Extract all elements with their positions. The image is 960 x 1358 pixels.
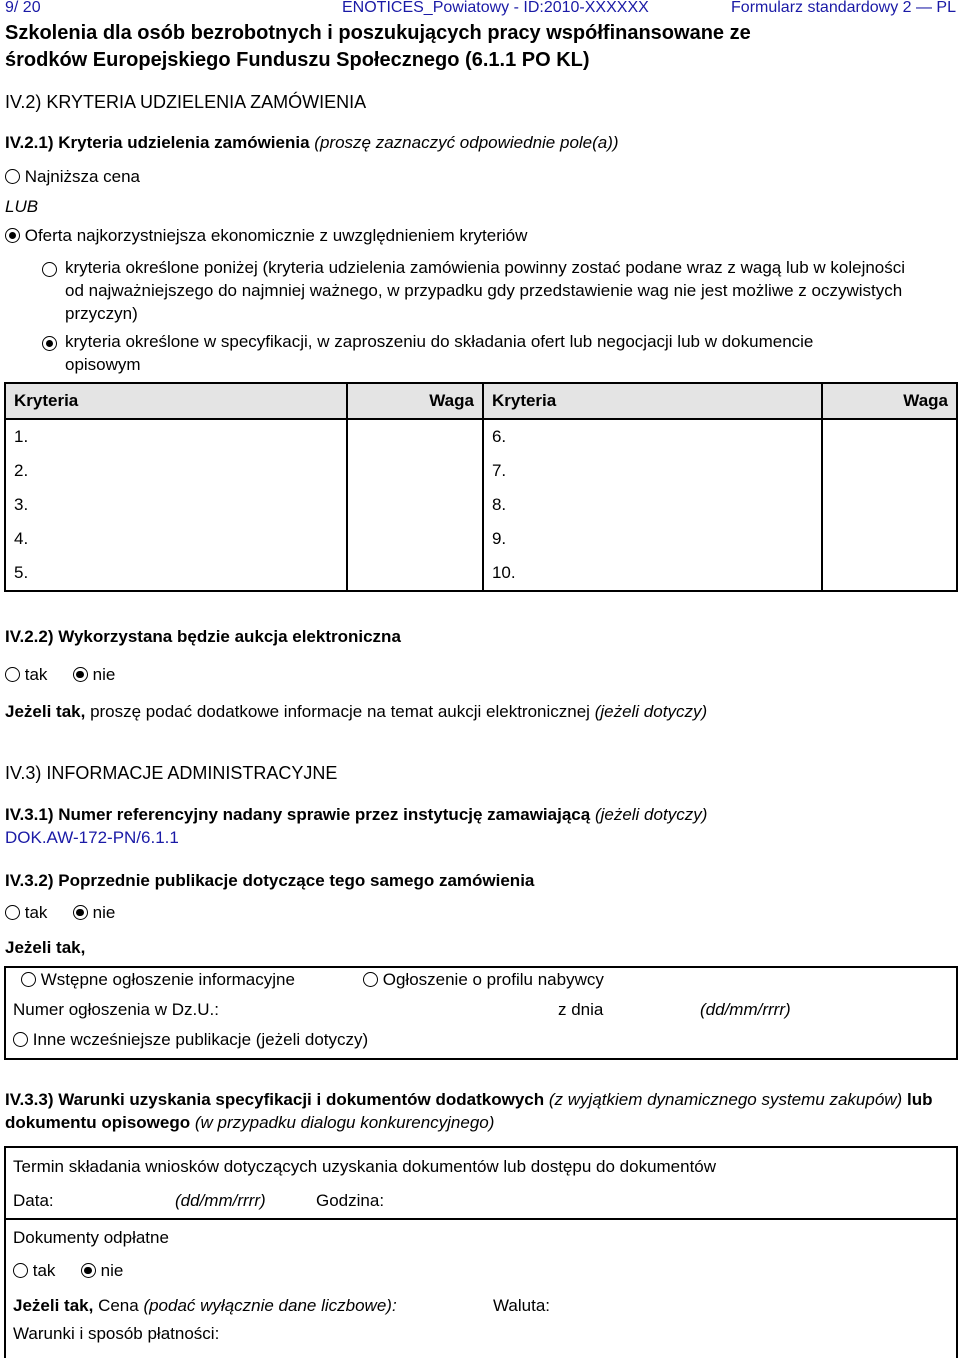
section-heading-iv2: IV.2) KRYTERIA UDZIELENIA ZAMÓWIENIA	[5, 92, 367, 112]
title-line-1: Szkolenia dla osób bezrobotnych i poszukujących pracy współfinansowane ze	[5, 22, 751, 44]
deadline-date-format: (dd/mm/rrrr)	[175, 1191, 266, 1210]
price-note: (podać wyłącznie dane liczbowe):	[143, 1296, 397, 1315]
auction-note-text: proszę podać dodatkowe informacje na temat aukcji elektronicznej	[90, 702, 590, 721]
auction-options	[5, 665, 115, 685]
table-row	[5, 522, 957, 556]
price-row	[13, 1296, 397, 1316]
deadline-box	[4, 1146, 958, 1220]
col-criteria-2: Kryteria	[483, 383, 822, 419]
page-number: 9/ 20	[5, 0, 41, 16]
weight-cell	[347, 522, 483, 556]
criteria-table	[4, 382, 958, 592]
table-header-row	[5, 383, 957, 419]
form-name: Formularz standardowy 2 — PL	[731, 0, 956, 16]
label-paid-yes: tak	[32, 1261, 56, 1280]
auction-note-if: Jeżeli tak,	[5, 702, 86, 721]
criteria-heading-bold: IV.2.1) Kryteria udzielenia zamówienia	[5, 133, 310, 152]
criteria-cell: 9.	[483, 522, 822, 556]
radio-criteria-below[interactable]	[42, 262, 57, 277]
radio-other-prior[interactable]	[13, 1032, 28, 1047]
radio-criteria-spec[interactable]	[42, 336, 57, 351]
label-auction-yes: tak	[24, 665, 48, 684]
reference-heading-bold: IV.3.1) Numer referencyjny nadany sprawie przez instytucję zamawiającą	[5, 805, 591, 824]
criteria-cell: 3.	[5, 488, 347, 522]
or-label: LUB	[5, 197, 39, 216]
criteria-heading	[5, 133, 619, 153]
label-best-offer: Oferta najkorzystniejsza ekonomicznie z uwzględnieniem kryteriów	[24, 226, 528, 245]
criteria-cell: 10.	[483, 556, 822, 591]
criteria-cell: 1.	[5, 419, 347, 454]
radio-lowest-price[interactable]	[5, 169, 20, 184]
deadline-time-label: Godzina:	[316, 1191, 385, 1210]
criteria-cell: 6.	[483, 419, 822, 454]
radio-buyer-profile[interactable]	[363, 972, 378, 987]
previous-if-yes: Jeżeli tak,	[5, 938, 86, 957]
criteria-cell: 7.	[483, 454, 822, 488]
conditions-heading-bold2: lub dokumentu opisowego	[5, 1090, 933, 1132]
currency-label: Waluta:	[493, 1296, 551, 1315]
paid-documents-options	[13, 1261, 123, 1281]
section-heading-iv3: IV.3) INFORMACJE ADMINISTRACYJNE	[5, 763, 338, 783]
conditions-heading-note1: (z wyjątkiem dynamicznego systemu zakupów)	[548, 1090, 903, 1109]
weight-cell	[822, 419, 957, 454]
notice-id: ENOTICES_Powiatowy - ID:2010-XXXXXX	[342, 0, 649, 16]
option-best-offer[interactable]	[5, 226, 527, 246]
reference-heading	[5, 805, 707, 825]
deadline-label: Termin składania wniosków dotyczących uzyskania dokumentów lub dostępu do dokumentów	[13, 1157, 717, 1176]
label-prior-info: Wstępne ogłoszenie informacyjne	[40, 970, 295, 989]
criteria-cell: 8.	[483, 488, 822, 522]
weight-cell	[822, 488, 957, 522]
radio-paid-no[interactable]	[81, 1263, 96, 1278]
radio-auction-yes[interactable]	[5, 667, 20, 682]
paid-documents-box	[4, 1218, 958, 1358]
conditions-heading-note2: (w przypadku dialogu konkurencyjnego)	[194, 1113, 495, 1132]
title-line-2: środków Europejskiego Funduszu Społecznego (6.1.1 PO KL)	[5, 49, 590, 71]
reference-number: DOK.AW-172-PN/6.1.1	[5, 828, 179, 847]
payment-terms-label: Warunki i sposób płatności:	[13, 1324, 220, 1343]
label-auction-no: nie	[92, 665, 116, 684]
criteria-cell: 4.	[5, 522, 347, 556]
criteria-cell: 5.	[5, 556, 347, 591]
label-criteria-below: kryteria określone poniżej (kryteria udzielenia zamówienia powinny zostać podane wraz z wagą lub w kolejności od najważniejszego do najmniej ważnego, w przypadku gdy przedstawienie wag nie jest możliwe z oczywistych przyczyn)	[65, 258, 906, 323]
auction-note	[5, 702, 707, 722]
col-criteria-1: Kryteria	[5, 383, 347, 419]
weight-cell	[822, 556, 957, 591]
table-row	[5, 556, 957, 591]
col-weight-2: Waga	[822, 383, 957, 419]
table-row	[5, 488, 957, 522]
label-other-prior: Inne wcześniejsze publikacje (jeżeli dotyczy)	[32, 1030, 369, 1049]
label-criteria-spec: kryteria określone w specyfikacji, w zaproszeniu do składania ofert lub negocjacji lub w dokumencie opisowym	[65, 332, 814, 374]
weight-cell	[347, 419, 483, 454]
table-row	[5, 419, 957, 454]
weight-cell	[347, 454, 483, 488]
option-other-prior[interactable]	[13, 1030, 368, 1050]
reference-heading-note: (jeżeli dotyczy)	[594, 805, 708, 824]
weight-cell	[347, 556, 483, 591]
table-row	[5, 454, 957, 488]
option-lowest-price[interactable]	[5, 167, 140, 187]
weight-cell	[347, 488, 483, 522]
deadline-date-label: Data:	[13, 1191, 54, 1210]
previous-publications-box	[4, 966, 958, 1060]
notice-date-format: (dd/mm/rrrr)	[700, 1000, 791, 1019]
criteria-cell: 2.	[5, 454, 347, 488]
option-prior-info[interactable]	[21, 970, 295, 990]
paid-documents-label: Dokumenty odpłatne	[13, 1228, 169, 1247]
conditions-heading-bold: IV.3.3) Warunki uzyskania specyfikacji i dokumentów dodatkowych	[5, 1090, 545, 1109]
notice-number-label: Numer ogłoszenia w Dz.U.:	[13, 1000, 219, 1019]
label-buyer-profile: Ogłoszenie o profilu nabywcy	[382, 970, 604, 989]
price-if-yes: Jeżeli tak,	[13, 1296, 94, 1315]
label-paid-no: nie	[100, 1261, 124, 1280]
conditions-heading	[5, 1088, 950, 1134]
auction-heading: IV.2.2) Wykorzystana będzie aukcja elektroniczna	[5, 627, 401, 646]
label-previous-no: nie	[92, 903, 116, 922]
radio-paid-yes[interactable]	[13, 1263, 28, 1278]
previous-publications-heading: IV.3.2) Poprzednie publikacje dotyczące tego samego zamówienia	[5, 871, 535, 890]
label-previous-yes: tak	[24, 903, 48, 922]
previous-publications-options	[5, 903, 115, 923]
radio-prior-info[interactable]	[21, 972, 36, 987]
label-lowest-price: Najniższa cena	[24, 167, 141, 186]
notice-date-label: z dnia	[558, 1000, 604, 1019]
auction-note-applicable: (jeżeli dotyczy)	[594, 702, 708, 721]
radio-previous-yes[interactable]	[5, 905, 20, 920]
radio-previous-no[interactable]	[73, 905, 88, 920]
option-buyer-profile[interactable]	[363, 970, 604, 990]
radio-best-offer[interactable]	[5, 228, 20, 243]
weight-cell	[822, 522, 957, 556]
col-weight-1: Waga	[347, 383, 483, 419]
criteria-heading-note: (proszę zaznaczyć odpowiednie pole(a))	[314, 133, 619, 152]
weight-cell	[822, 454, 957, 488]
price-label: Cena	[98, 1296, 139, 1315]
radio-auction-no[interactable]	[73, 667, 88, 682]
